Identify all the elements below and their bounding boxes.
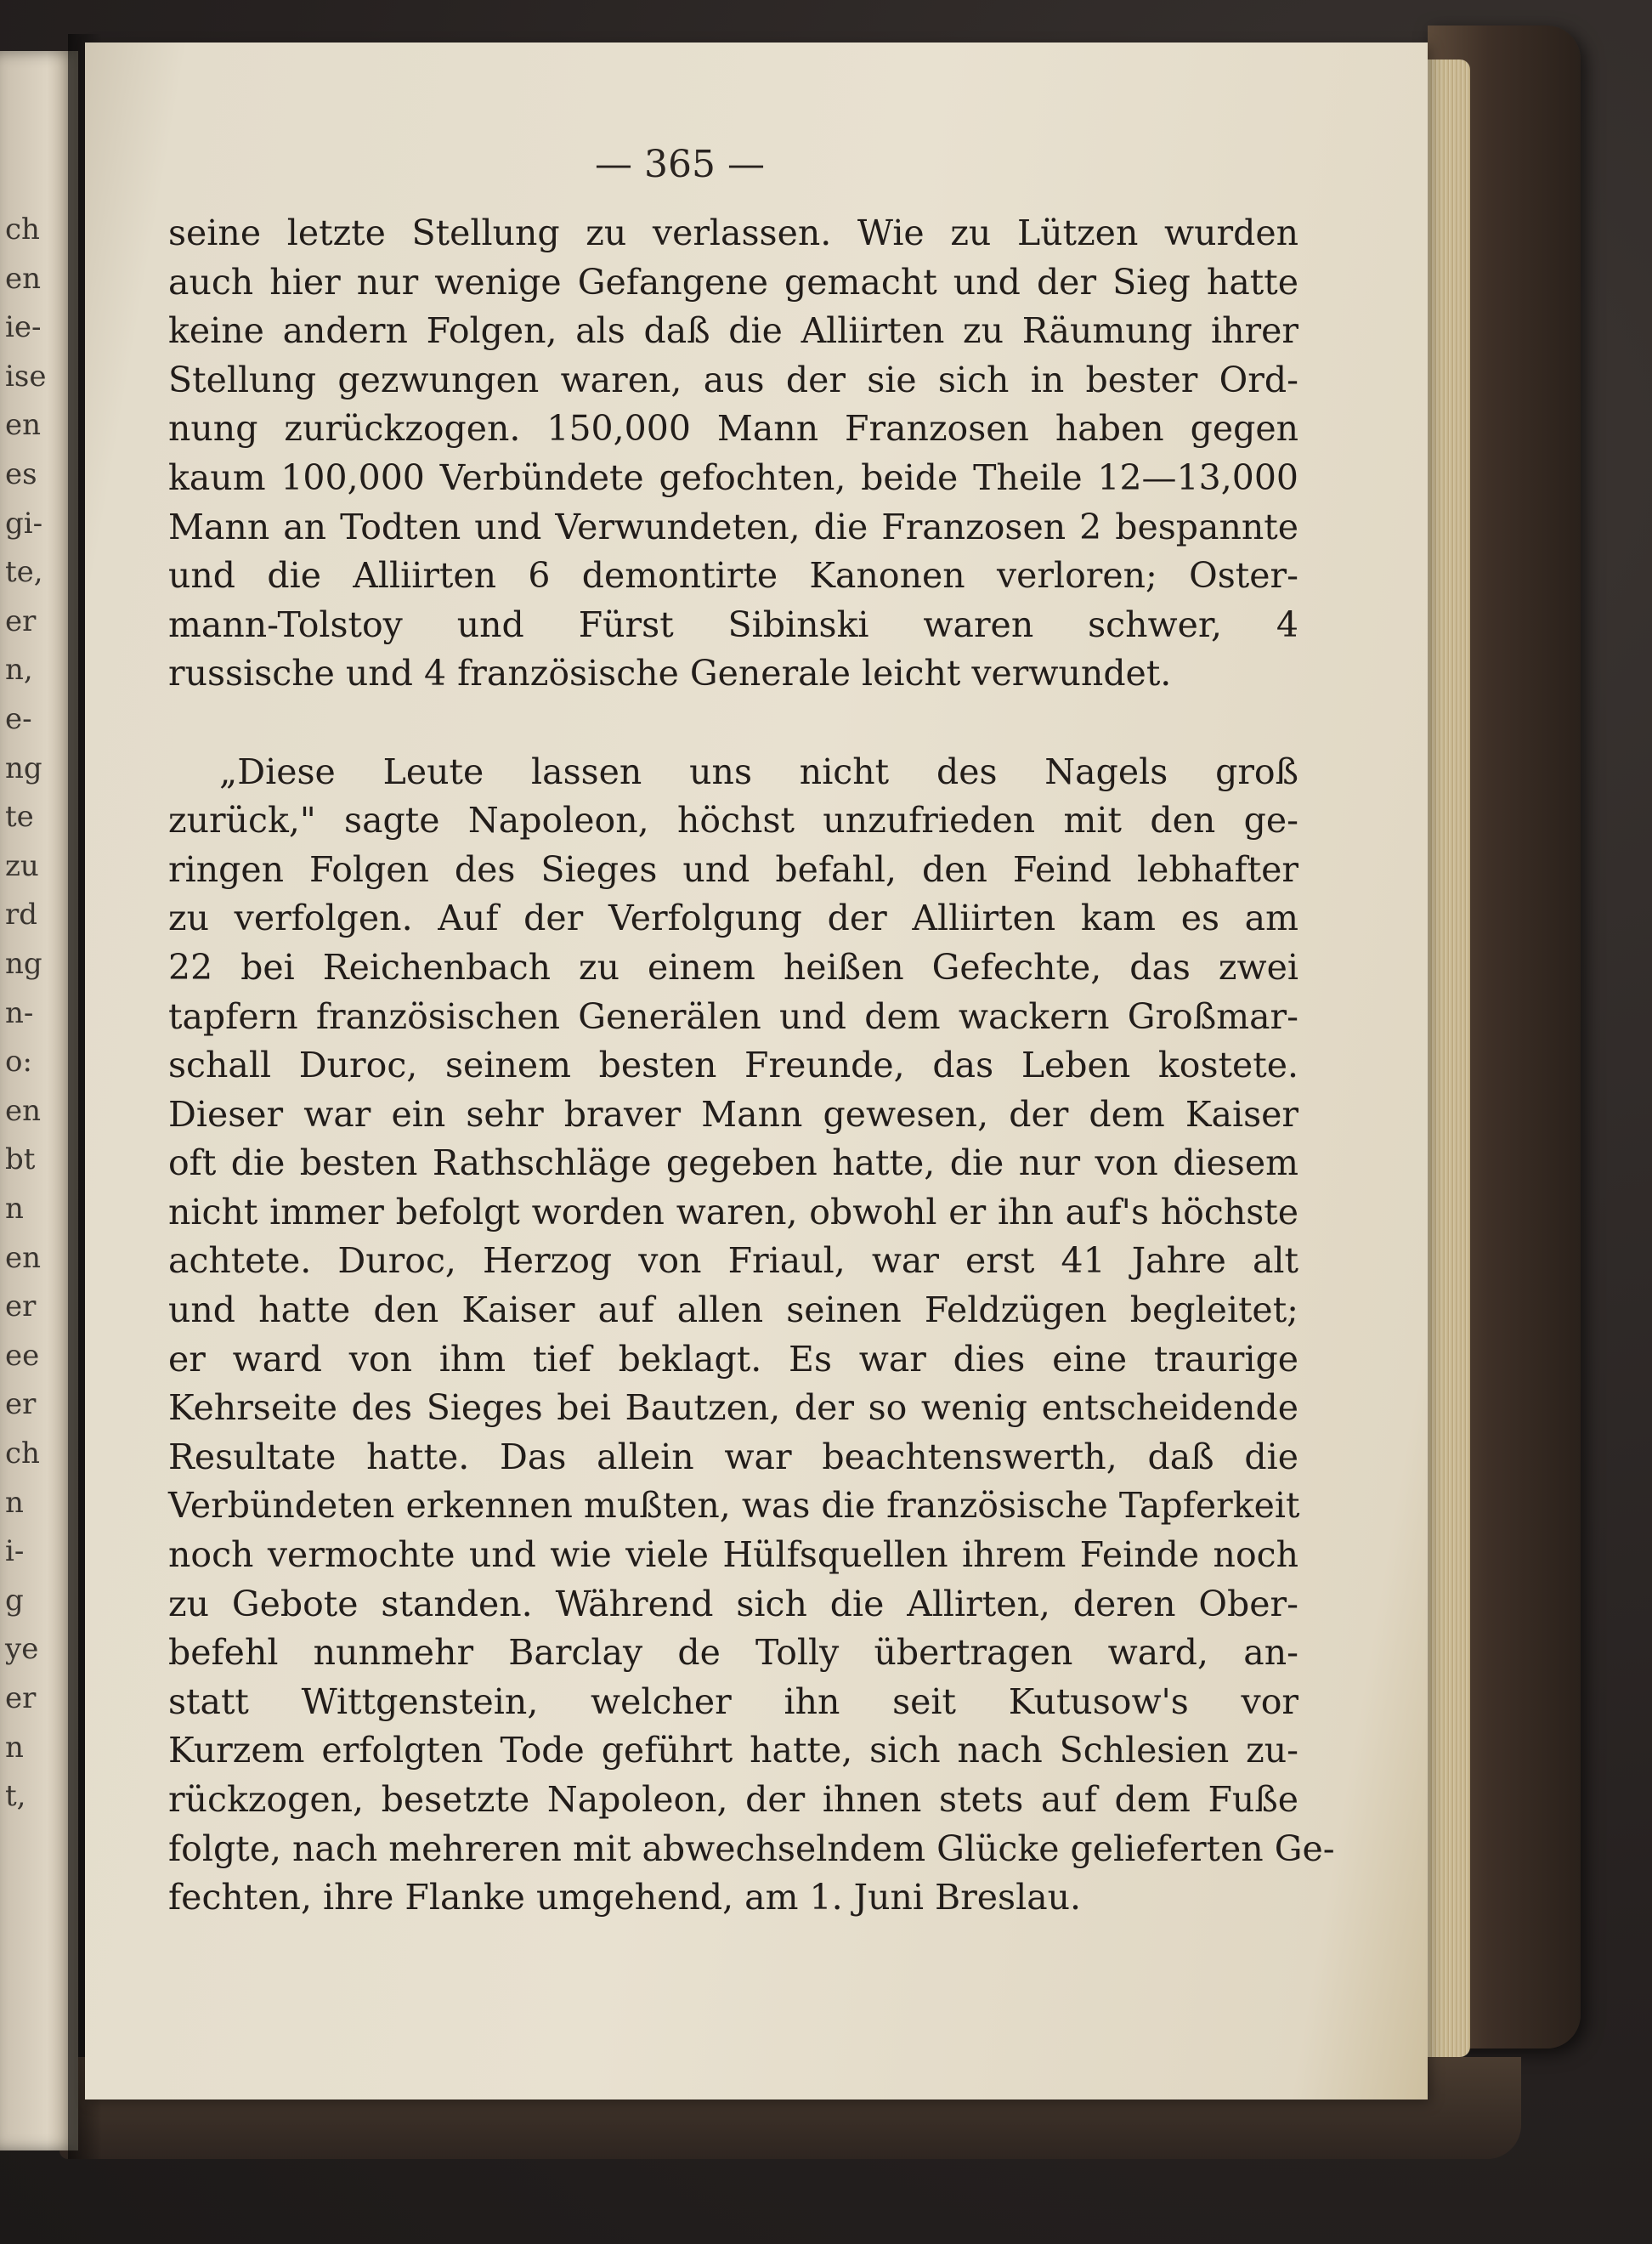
text-line: statt Wittgenstein, welcher ihn seit Kutusow's vor <box>168 1680 1298 1722</box>
text-line: oft die besten Rathschläge gegeben hatte, die nur von diesem <box>168 1142 1298 1184</box>
text-line: befehl nunmehr Barclay de Tolly übertragen ward, an- <box>168 1632 1298 1674</box>
text-line: Resultate hatte. Das allein war beachtenswerth, daß die <box>168 1436 1298 1477</box>
text-line: nicht immer befolgt worden waren, obwohl er ihn auf's höchste <box>168 1191 1298 1232</box>
text-line: zu Gebote standen. Während sich die Allirten, deren Ober- <box>168 1583 1298 1624</box>
text-line: folgte, nach mehreren mit abwechselndem Glücke gelieferten Ge- <box>168 1828 1335 1869</box>
facing-page-fragment: ch <box>5 212 40 246</box>
facing-page-fragment: ee <box>5 1338 40 1373</box>
facing-page-fragment: ye <box>5 1632 39 1667</box>
paragraph-1 <box>168 209 1298 699</box>
text-line: 22 bei Reichenbach zu einem heißen Gefechte, das zwei <box>168 946 1298 988</box>
text-line: er ward von ihm tief beklagt. Es war dies eine traurige <box>168 1338 1298 1380</box>
facing-page-fragment: en <box>5 1240 42 1275</box>
text-line: tapfern französischen Generälen und dem wackern Großmar- <box>168 995 1298 1037</box>
text-line: schall Duroc, seinem besten Freunde, das Leben kostete. <box>168 1045 1298 1086</box>
text-line: auch hier nur wenige Gefangene gemacht und der Sieg hatte <box>168 261 1298 303</box>
text-line: Kehrseite des Sieges bei Bautzen, der so wenig entscheidende <box>168 1387 1298 1429</box>
facing-page-fragment: er <box>5 1387 37 1422</box>
facing-page-fragment: o: <box>5 1045 32 1080</box>
facing-page-fragment: te, <box>5 555 43 590</box>
text-line: nung zurückzogen. 150,000 Mann Franzosen haben gegen <box>168 408 1298 450</box>
facing-page-fragment: t, <box>5 1779 26 1814</box>
text-line: Stellung gezwungen waren, aus der sie sich in bester Ord- <box>168 359 1298 400</box>
text-line: mann-Tolstoy und Fürst Sibinski waren schwer, 4 <box>168 604 1298 645</box>
facing-page-fragment: i- <box>5 1534 25 1569</box>
text-line: Verbündeten erkennen mußten, was die französische Tapferkeit <box>168 1485 1300 1527</box>
facing-page-fragment: er <box>5 604 37 638</box>
text-line: und hatte den Kaiser auf allen seinen Feldzügen begleitet; <box>168 1289 1298 1331</box>
facing-page <box>0 51 78 2150</box>
facing-page-fragment: n <box>5 1192 24 1226</box>
text-line: ringen Folgen des Sieges und befahl, den Feind lebhafter <box>168 848 1298 890</box>
text-line: noch vermochte und wie viele Hülfsquellen ihrem Feinde noch <box>168 1534 1298 1576</box>
text-line: zu verfolgen. Auf der Verfolgung der Alliirten kam es am <box>168 898 1298 939</box>
facing-page-fragment: rd <box>5 898 38 932</box>
facing-page-fragment: gi- <box>5 506 43 541</box>
facing-page-fragment: g <box>5 1583 24 1618</box>
facing-page-fragment: n- <box>5 995 34 1030</box>
facing-page-fragment: ng <box>5 947 42 981</box>
text-line: achtete. Duroc, Herzog von Friaul, war erst 41 Jahre alt <box>168 1240 1298 1282</box>
text-line: seine letzte Stellung zu verlassen. Wie zu Lützen wurden <box>168 212 1298 253</box>
text-line: keine andern Folgen, als daß die Alliirten zu Räumung ihrer <box>168 310 1298 352</box>
text-line: russische und 4 französische Generale leicht verwundet. <box>168 653 1172 694</box>
facing-page-fragment: es <box>5 457 37 491</box>
facing-page-fragment: n, <box>5 653 33 688</box>
facing-page-fragment: n <box>5 1730 24 1765</box>
facing-page-fragment: ng <box>5 751 42 785</box>
text-line: „Diese Leute lassen uns nicht des Nagels groß <box>219 751 1298 792</box>
facing-page-fragment: en <box>5 261 42 296</box>
facing-page-fragment: ie- <box>5 310 42 345</box>
page-number: — 365 — <box>595 143 765 186</box>
facing-page-fragment: n <box>5 1485 24 1520</box>
facing-page-fragment: te <box>5 800 34 835</box>
text-line: Mann an Todten und Verwundeten, die Franzosen 2 bespannte <box>168 506 1298 547</box>
facing-page-fragment: en <box>5 408 42 443</box>
paragraph-gap <box>168 699 1298 748</box>
body-text <box>168 209 1335 1923</box>
text-line: zurück," sagte Napoleon, höchst unzufrieden mit den ge- <box>168 800 1298 842</box>
facing-page-fragment: ch <box>5 1436 40 1470</box>
facing-page-fragment: er <box>5 1289 37 1324</box>
text-line: kaum 100,000 Verbündete gefochten, beide Theile 12—13,000 <box>168 456 1298 498</box>
paragraph-2 <box>168 748 1335 1923</box>
text-line: fechten, ihre Flanke umgehend, am 1. Juni Breslau. <box>168 1877 1082 1918</box>
text-line: Kurzem erfolgten Tode geführt hatte, sich nach Schlesien zu- <box>168 1730 1298 1771</box>
facing-page-fragment: zu <box>5 848 39 883</box>
book-page <box>85 42 1428 2100</box>
facing-page-fragment: er <box>5 1681 37 1715</box>
facing-page-fragment: e- <box>5 702 32 736</box>
text-line: und die Alliirten 6 demontirte Kanonen verloren; Oster- <box>168 555 1298 597</box>
facing-page-fragment: ise <box>5 359 47 394</box>
text-line: rückzogen, besetzte Napoleon, der ihnen stets auf dem Fuße <box>168 1779 1298 1820</box>
facing-page-fragment: en <box>5 1093 42 1128</box>
facing-page-fragment: bt <box>5 1142 36 1177</box>
text-line: Dieser war ein sehr braver Mann gewesen, der dem Kaiser <box>168 1093 1298 1135</box>
